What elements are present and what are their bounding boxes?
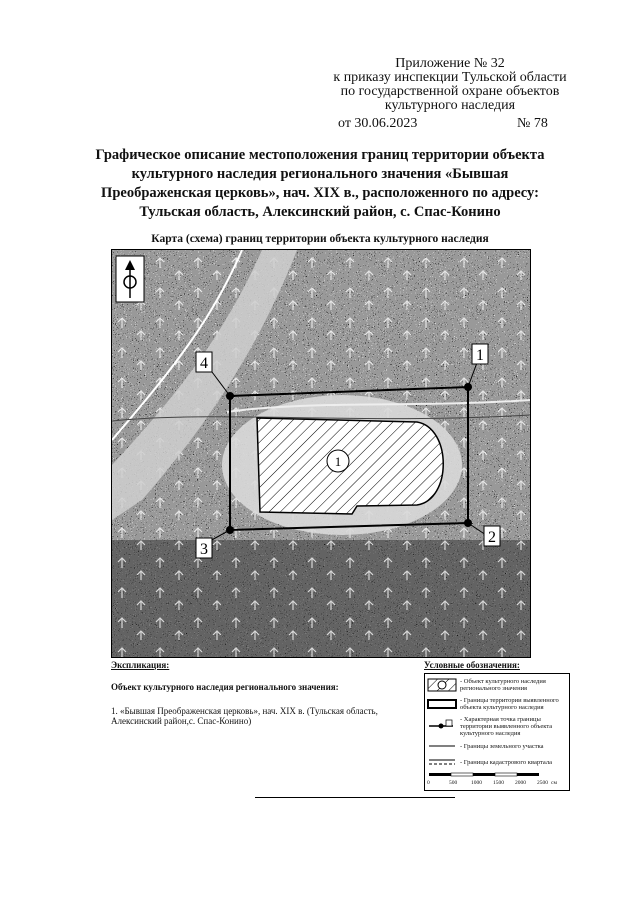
appendix-header bbox=[300, 57, 600, 113]
legend-text: культурного наследия bbox=[460, 729, 521, 737]
explication-subheading: Объект культурного наследия регионального значения: bbox=[111, 682, 339, 692]
legend-text: регионального значения bbox=[460, 685, 528, 692]
scale-tick: 0 bbox=[427, 780, 430, 786]
legend-text: - Объект культурного наследия bbox=[460, 678, 546, 685]
signature-line bbox=[255, 797, 455, 798]
legend-heading: Условные обозначения: bbox=[424, 660, 520, 670]
title-line-3: Преображенская церковь», нач. XIX в., расположенного по адресу: bbox=[101, 185, 539, 201]
title-line-2: культурного наследия регионального значения «Бывшая bbox=[131, 166, 509, 182]
point-label-1: 1 bbox=[476, 347, 484, 364]
boundary-map bbox=[111, 249, 531, 658]
explication-item-line-1: 1. «Бывшая Преображенская церковь», нач. XIX в. (Тульская область, bbox=[111, 706, 378, 716]
plot-line-icon bbox=[427, 739, 457, 753]
point-label-3: 3 bbox=[200, 541, 208, 558]
scale-bar bbox=[427, 772, 567, 788]
scale-labels bbox=[427, 780, 567, 786]
title-line-4: Тульская область, Алексинский район, с. Спас-Конино bbox=[139, 204, 501, 220]
legend-text: объекта культурного наследия bbox=[460, 704, 544, 711]
appendix-line-3: по государственной охране объектов bbox=[340, 84, 560, 99]
object-number: 1 bbox=[334, 454, 342, 469]
legend-item-quarter bbox=[427, 754, 567, 770]
legend-box bbox=[424, 673, 570, 791]
point-label-2: 2 bbox=[488, 529, 496, 546]
hatch-swatch-icon bbox=[427, 678, 457, 692]
legend-text: территории выявленного объекта bbox=[460, 722, 553, 730]
legend-text: - Границы территории выявленного bbox=[460, 697, 559, 704]
legend bbox=[424, 660, 574, 791]
territory-line-icon bbox=[427, 697, 457, 711]
explication-heading: Экспликация: bbox=[111, 660, 170, 670]
legend-item-point bbox=[427, 714, 567, 738]
document-title bbox=[60, 146, 580, 222]
legend-text: - Границы земельного участка bbox=[460, 742, 544, 750]
legend-text: - Границы кадастрового квартала bbox=[460, 758, 552, 766]
map-caption: Карта (схема) границ территории объекта культурного наследия bbox=[151, 233, 489, 245]
legend-item-plot bbox=[427, 738, 567, 754]
legend-item-territory bbox=[427, 694, 567, 714]
scale-bar-graphic bbox=[427, 772, 567, 780]
appendix-line-2: к приказу инспекции Тульской области bbox=[333, 70, 567, 85]
legend-text: - Характерная точка границы bbox=[460, 715, 541, 723]
point-label-4: 4 bbox=[200, 355, 208, 372]
order-date: от 30.06.2023 bbox=[338, 116, 418, 131]
explication bbox=[111, 660, 411, 726]
scale-unit: см bbox=[551, 780, 557, 786]
explication-item-line-2: Алексинский район,с. Спас-Конино) bbox=[111, 716, 252, 726]
appendix-line-4: культурного наследия bbox=[384, 98, 516, 113]
boundary-point-icon bbox=[427, 719, 457, 733]
title-line-1: Графическое описание местоположения границ территории объекта bbox=[95, 147, 545, 163]
scale-tick: 1000 bbox=[471, 780, 482, 786]
heritage-object bbox=[257, 418, 443, 514]
map-svg bbox=[112, 250, 530, 657]
scale-tick: 2000 bbox=[515, 780, 526, 786]
order-number: № 78 bbox=[517, 116, 548, 131]
legend-item-object bbox=[427, 676, 567, 694]
scale-tick: 1500 bbox=[493, 780, 504, 786]
quarter-line-icon bbox=[427, 755, 457, 769]
appendix-number: Приложение № 32 bbox=[395, 56, 505, 71]
scale-tick: 2500 bbox=[537, 780, 548, 786]
scale-tick: 500 bbox=[449, 780, 458, 786]
